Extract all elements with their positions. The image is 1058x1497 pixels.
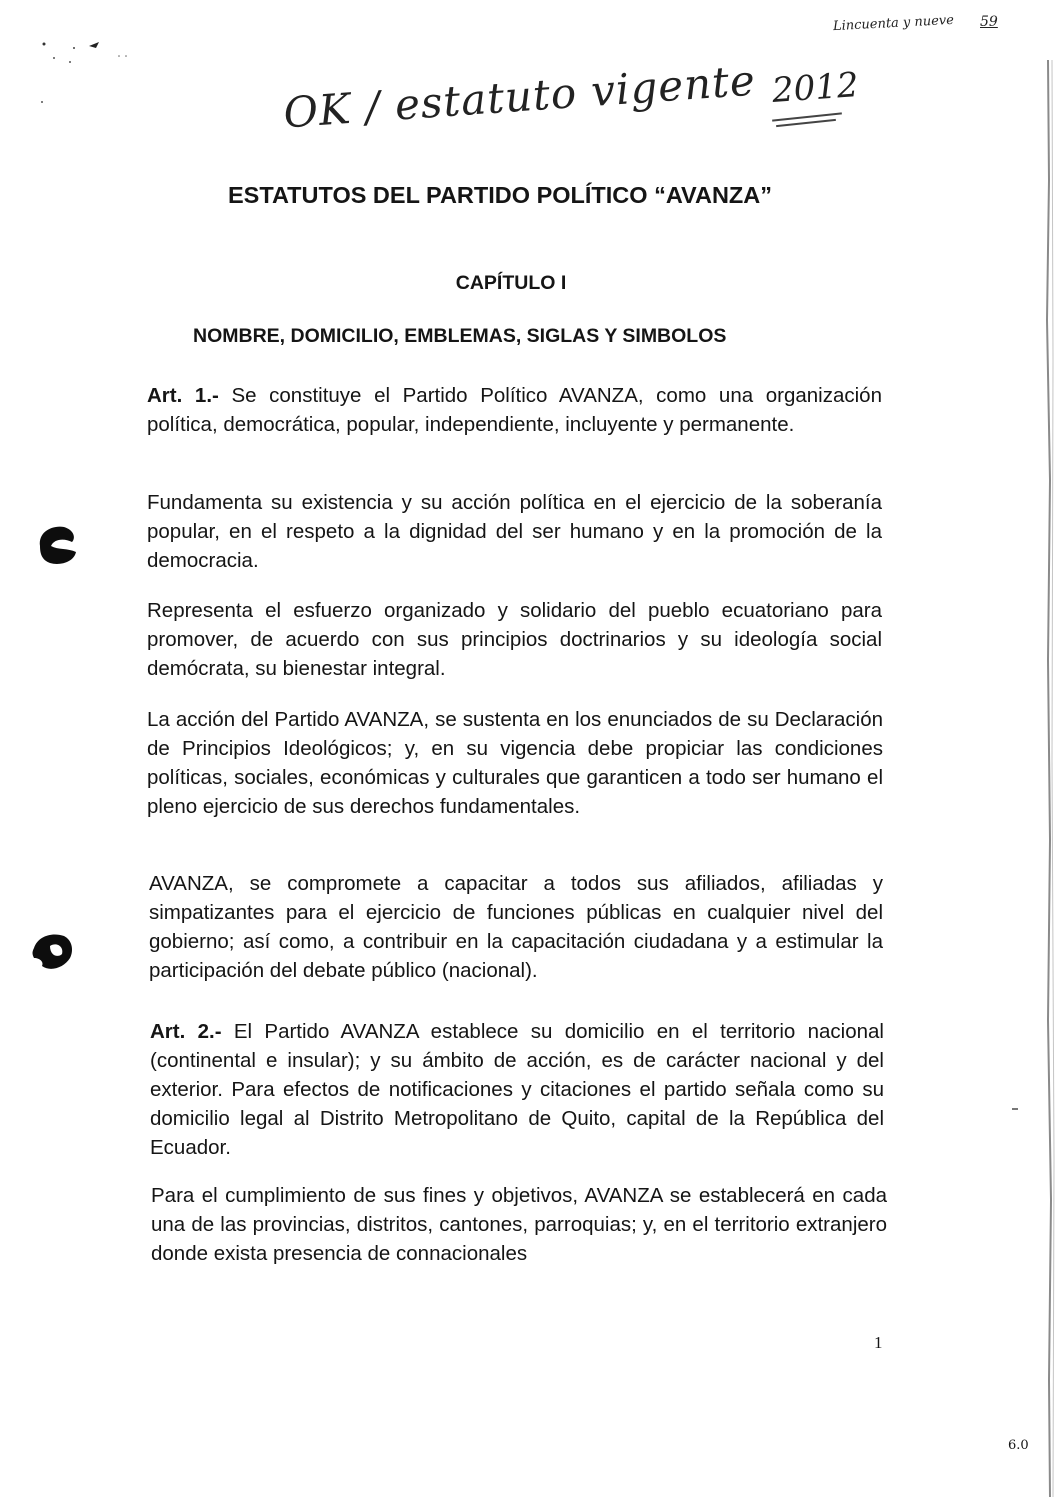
handwritten-page-count: 59 [980,14,998,30]
document-title: ESTATUTOS DEL PARTIDO POLÍTICO “AVANZA” [228,182,772,208]
article-1 [147,381,882,439]
article-2-text: El Partido AVANZA establece su domicilio en el territorio nacional (continental e insular); y su ámbito de acción, es de carácter nacional y del exterior. Para efectos de notificaciones y citaciones el partido señala como su domicilio legal al Distrito Metropolitano de Quito, capital de la República del Ecuador. [150,1020,884,1159]
paragraph-establishment: Para el cumplimiento de sus fines y objetivos, AVANZA se establecerá en cada una de las provincias, distritos, cantones, parroquias; y, en el territorio extranjero donde exista presencia de connacionales [151,1184,887,1265]
punch-hole-mark [30,928,76,974]
article-1-label: Art. 1.- [147,384,219,407]
article-1-text: Se constituye el Partido Político AVANZA, como una organización política, democrática, popular, independiente, incluyente y permanente. [147,384,882,436]
handwritten-annotation: OK / estatuto vigente [281,55,758,138]
article-2 [150,1017,884,1162]
paragraph-action: La acción del Partido AVANZA, se sustenta en los enunciados de su Declaración de Principios Ideológicos; y, en su vigencia debe propiciar las condiciones políticas, sociales, económicas y culturales que garanticen a todo ser humano el pleno ejercicio de sus derechos fundamentales. [147,708,883,818]
punch-hole-mark [34,522,78,568]
page-number: 1 [874,1333,883,1352]
article-2-label: Art. 2.- [150,1020,222,1043]
paragraph-training: AVANZA, se compromete a capacitar a todos sus afiliados, afiliadas y simpatizantes para el ejercicio de funciones públicas en cualquier nivel del gobierno; así como, a contribuir en la capacitación ciudadana y a estimular la participación del debate público (nacional). [149,872,883,982]
paragraph-effort: Representa el esfuerzo organizado y solidario del pueblo ecuatoriano para promover, de acuerdo con sus principios doctrinarios y su ideología social demócrata, su bienestar integral. [147,599,882,680]
handwritten-corner-note: Lincuenta y nueve [832,12,955,35]
chapter-heading: CAPÍTULO I [455,272,567,294]
paragraph-existence: Fundamenta su existencia y su acción política en el ejercicio de la soberanía popular, en el respeto a la dignidad del ser humano y en la promoción de la democracia. [147,491,882,572]
margin-note: 6.0 [1008,1438,1029,1453]
handwritten-year: 2012 [770,65,860,111]
scan-speck [1012,1108,1018,1110]
scan-specks [34,38,134,108]
chapter-subtitle: NOMBRE, DOMICILIO, EMBLEMAS, SIGLAS Y SIMBOLOS [193,325,727,347]
page-edge [1038,60,1058,1497]
